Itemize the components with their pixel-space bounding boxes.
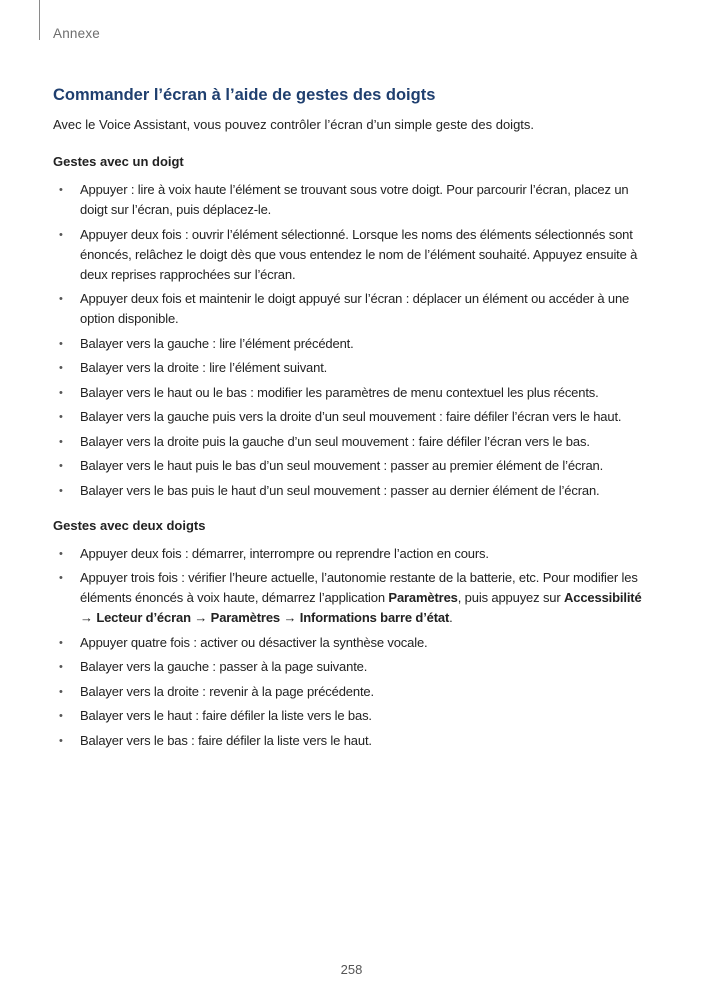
arrow-icon: → [190, 610, 211, 625]
bullet-icon: • [59, 710, 63, 722]
list-item: • Balayer vers le bas : faire défiler la liste vers le haut. [53, 731, 653, 751]
bullet-icon: • [59, 547, 63, 560]
menu-path-step: Paramètres [210, 610, 280, 625]
list-item: • Appuyer trois fois : vérifier l’heure actuelle, l’autonomie restante de la batterie, etc. Pour modifier les éléments énoncés à voix haute, démarrez l’application Paramètres, puis appuyez sur Accessibilité → Lecteur d’écran → Paramètres → Informations barre d’état. [59, 570, 642, 625]
list-item: • Balayer vers le haut puis le bas d’un seul mouvement : passer au premier élément de l’écran. [53, 456, 653, 476]
list-item: • Balayer vers la droite : revenir à la page précédente. [53, 682, 653, 702]
list-item: • Balayer vers la droite : lire l’élément suivant. [53, 358, 653, 378]
list-item: • Balayer vers la gauche : lire l’élément précédent. [53, 334, 653, 354]
page-content [53, 84, 653, 767]
page-title: Commander l’écran à l’aide de gestes des doigts [53, 86, 436, 104]
section-heading-two-fingers: Gestes avec deux doigts [53, 517, 206, 533]
one-finger-gesture-list [53, 180, 653, 501]
menu-path-step: Informations barre d’état [299, 610, 450, 625]
corner-rule [39, 0, 40, 40]
arrow-icon: → [80, 610, 97, 625]
section-label: Annexe [53, 26, 100, 41]
bullet-icon: • [59, 228, 63, 241]
intro-paragraph: Avec le Voice Assistant, vous pouvez contrôler l’écran d’un simple geste des doigts. [53, 117, 535, 132]
list-item: • Balayer vers la gauche puis vers la droite d’un seul mouvement : faire défiler l’écran vers le haut. [53, 407, 653, 427]
bullet-icon: • [59, 435, 63, 448]
list-item: • Balayer vers le bas puis le haut d’un seul mouvement : passer au dernier élément de l’écran. [53, 481, 653, 501]
two-finger-gesture-list [53, 544, 653, 751]
list-item: • Balayer vers la droite puis la gauche d’un seul mouvement : faire défiler l’écran vers le bas. [53, 432, 653, 452]
bullet-icon: • [59, 572, 63, 584]
list-item: • Appuyer : lire à voix haute l’élément se trouvant sous votre doigt. Pour parcourir l’écran, placez un doigt sur l’écran, puis déplacez-le. [59, 182, 629, 217]
list-item: • Appuyer quatre fois : activer ou désactiver la synthèse vocale. [53, 633, 653, 653]
list-item: • Balayer vers la gauche : passer à la page suivante. [53, 657, 653, 677]
list-item: • Balayer vers le haut ou le bas : modifier les paramètres de menu contextuel les plus récents. [53, 383, 653, 403]
list-item: • Balayer vers le haut : faire défiler la liste vers le bas. [53, 706, 653, 726]
bullet-icon: • [59, 362, 63, 374]
list-item: • Appuyer deux fois : ouvrir l’élément sélectionné. Lorsque les noms des éléments sélectionnés sont énoncés, relâchez le doigt dès que vous entendez le nom de l’élément souhaité. Appuyez ensuite à deux reprises rapprochées sur l’écran. [59, 226, 638, 282]
bullet-icon: • [59, 184, 63, 196]
bullet-icon: • [59, 293, 63, 305]
bullet-icon: • [59, 685, 63, 698]
menu-path-step: Accessibilité [564, 590, 642, 605]
bullet-icon: • [59, 636, 63, 649]
page-number: 258 [340, 962, 363, 977]
list-item: • Appuyer deux fois et maintenir le doigt appuyé sur l’écran : déplacer un élément ou accéder à une option disponible. [59, 291, 630, 326]
menu-path-step: Lecteur d’écran [96, 610, 191, 625]
arrow-icon: → [280, 610, 300, 625]
bullet-icon: • [59, 460, 63, 472]
bullet-icon: • [59, 734, 63, 747]
bullet-icon: • [59, 386, 63, 399]
app-name: Paramètres [388, 590, 458, 605]
bullet-icon: • [59, 661, 63, 673]
list-item: • Appuyer deux fois : démarrer, interrompre ou reprendre l’action en cours. [53, 544, 653, 564]
bullet-icon: • [59, 337, 63, 350]
bullet-icon: • [59, 411, 63, 423]
section-heading-one-finger: Gestes avec un doigt [53, 154, 184, 169]
bullet-icon: • [59, 484, 63, 497]
